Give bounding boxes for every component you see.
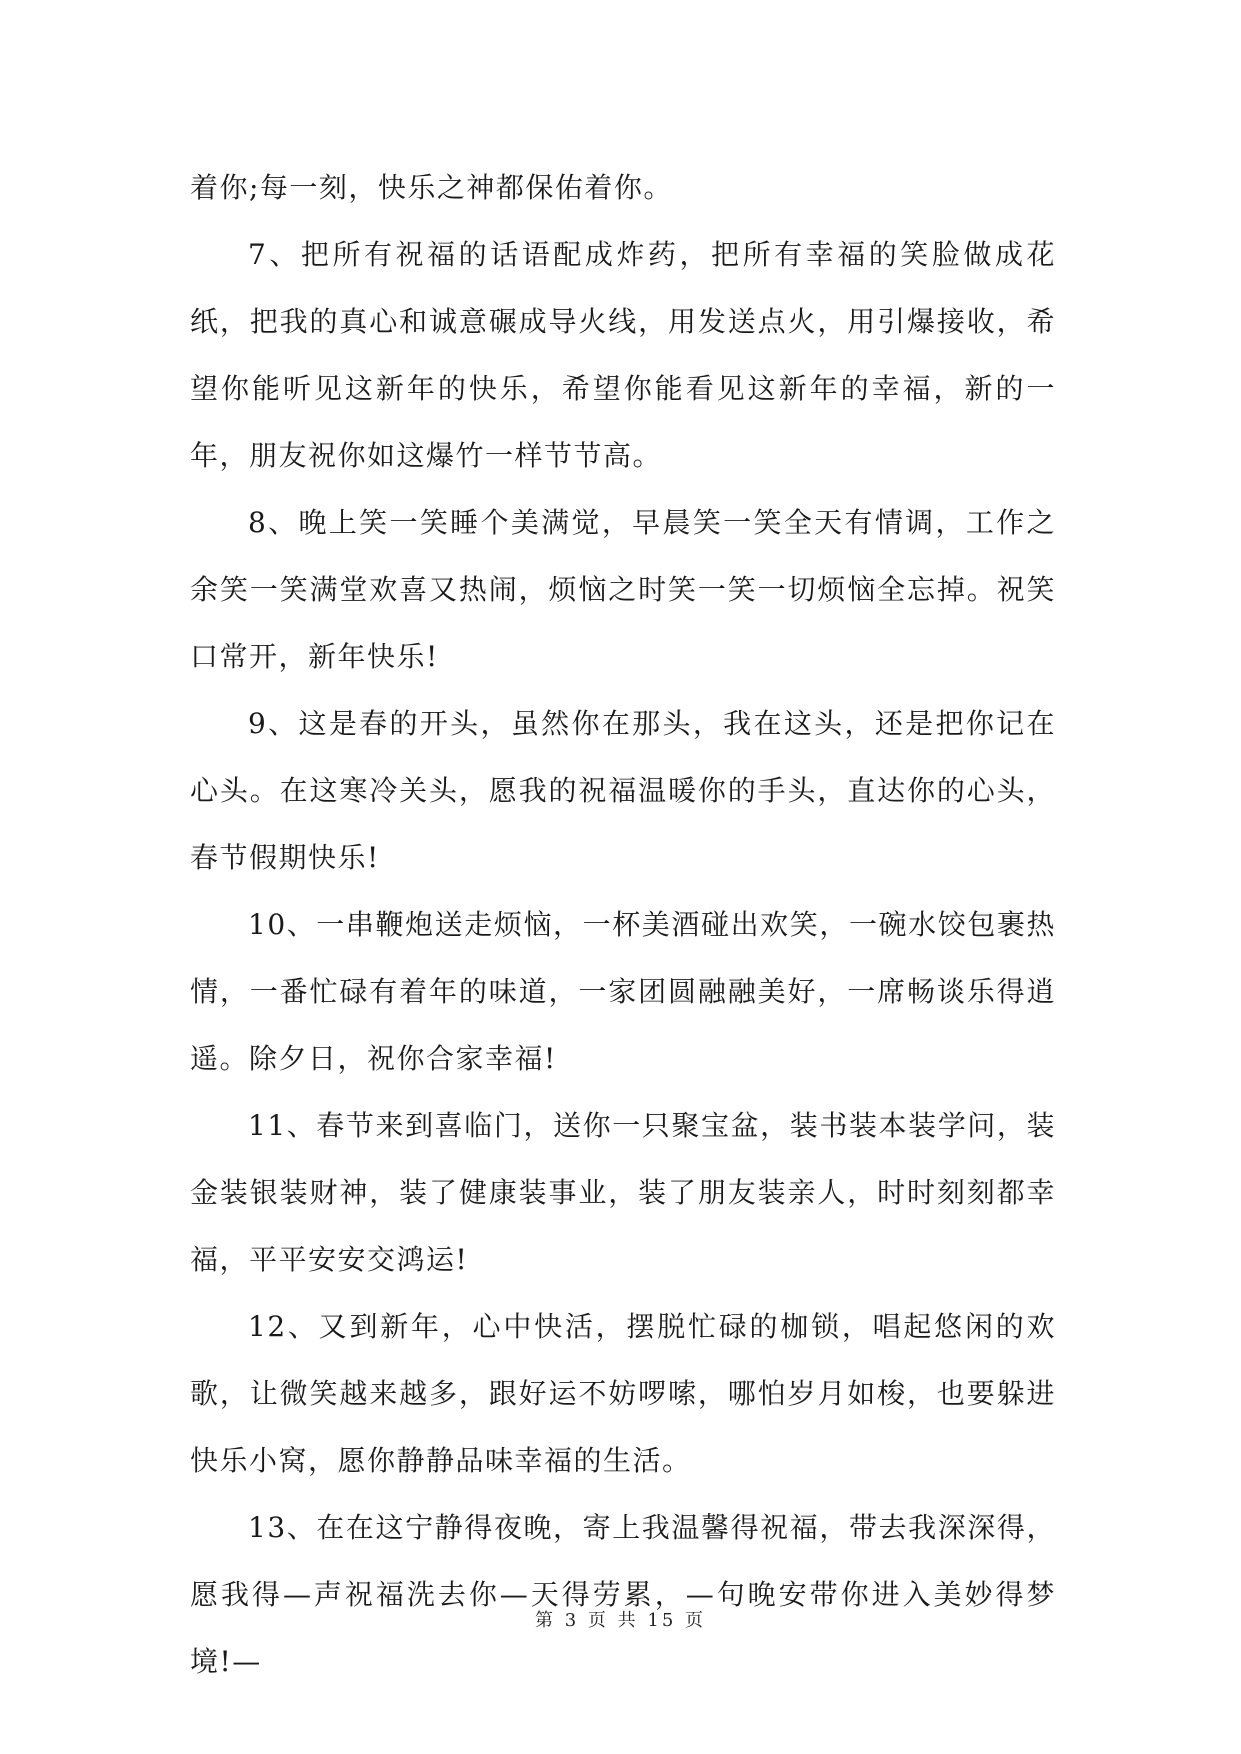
- footer-prefix: 第: [534, 1610, 556, 1631]
- paragraph-continuation: 着你;每一刻，快乐之神都保佑着你。: [190, 171, 673, 204]
- paragraph-item-8: 8、晚上笑一笑睡个美满觉，早晨笑一笑全天有情调，工作之余笑一笑满堂欢喜又热闹，烦恼之时笑一笑一切烦恼全忘掉。祝笑口常开，新年快乐!: [190, 506, 1056, 673]
- footer-middle: 页 共: [587, 1610, 639, 1631]
- document-body: [190, 154, 1056, 1695]
- footer-total-pages: 15: [647, 1610, 677, 1631]
- page-footer: [0, 1606, 1241, 1632]
- paragraph-item-10: 10、一串鞭炮送走烦恼，一杯美酒碰出欢笑，一碗水饺包裹热情，一番忙碌有着年的味道，一家团圆融融美好，一席畅谈乐得逍遥。除夕日，祝你合家幸福!: [190, 908, 1056, 1075]
- paragraph-item-13: 13、在在这宁静得夜晚，寄上我温馨得祝福，带去我深深得，愿我得—声祝福洗去你—天得劳累，—句晚安带你进入美妙得梦境!—: [190, 1511, 1056, 1678]
- paragraph-item-11: 11、春节来到喜临门，送你一只聚宝盆，装书装本装学问，装金装银装财神，装了健康装事业，装了朋友装亲人，时时刻刻都幸福，平平安安交鸿运!: [190, 1109, 1056, 1276]
- paragraph-item-7: 7、把所有祝福的话语配成炸药，把所有幸福的笑脸做成花纸，把我的真心和诚意碾成导火线，用发送点火，用引爆接收，希望你能听见这新年的快乐，希望你能看见这新年的幸福，新的一年，朋友祝你如这爆竹一样节节高。: [190, 238, 1056, 472]
- paragraph-item-9: 9、这是春的开头，虽然你在那头，我在这头，还是把你记在心头。在这寒冷关头，愿我的祝福温暖你的手头，直达你的心头，春节假期快乐!: [190, 707, 1056, 874]
- paragraph-item-12: 12、又到新年，心中快活，摆脱忙碌的枷锁，唱起悠闲的欢歌，让微笑越来越多，跟好运不妨啰嗦，哪怕岁月如梭，也要躲进快乐小窝，愿你静静品味幸福的生活。: [190, 1310, 1056, 1477]
- footer-suffix: 页: [685, 1610, 707, 1631]
- footer-current-page: 3: [564, 1610, 580, 1631]
